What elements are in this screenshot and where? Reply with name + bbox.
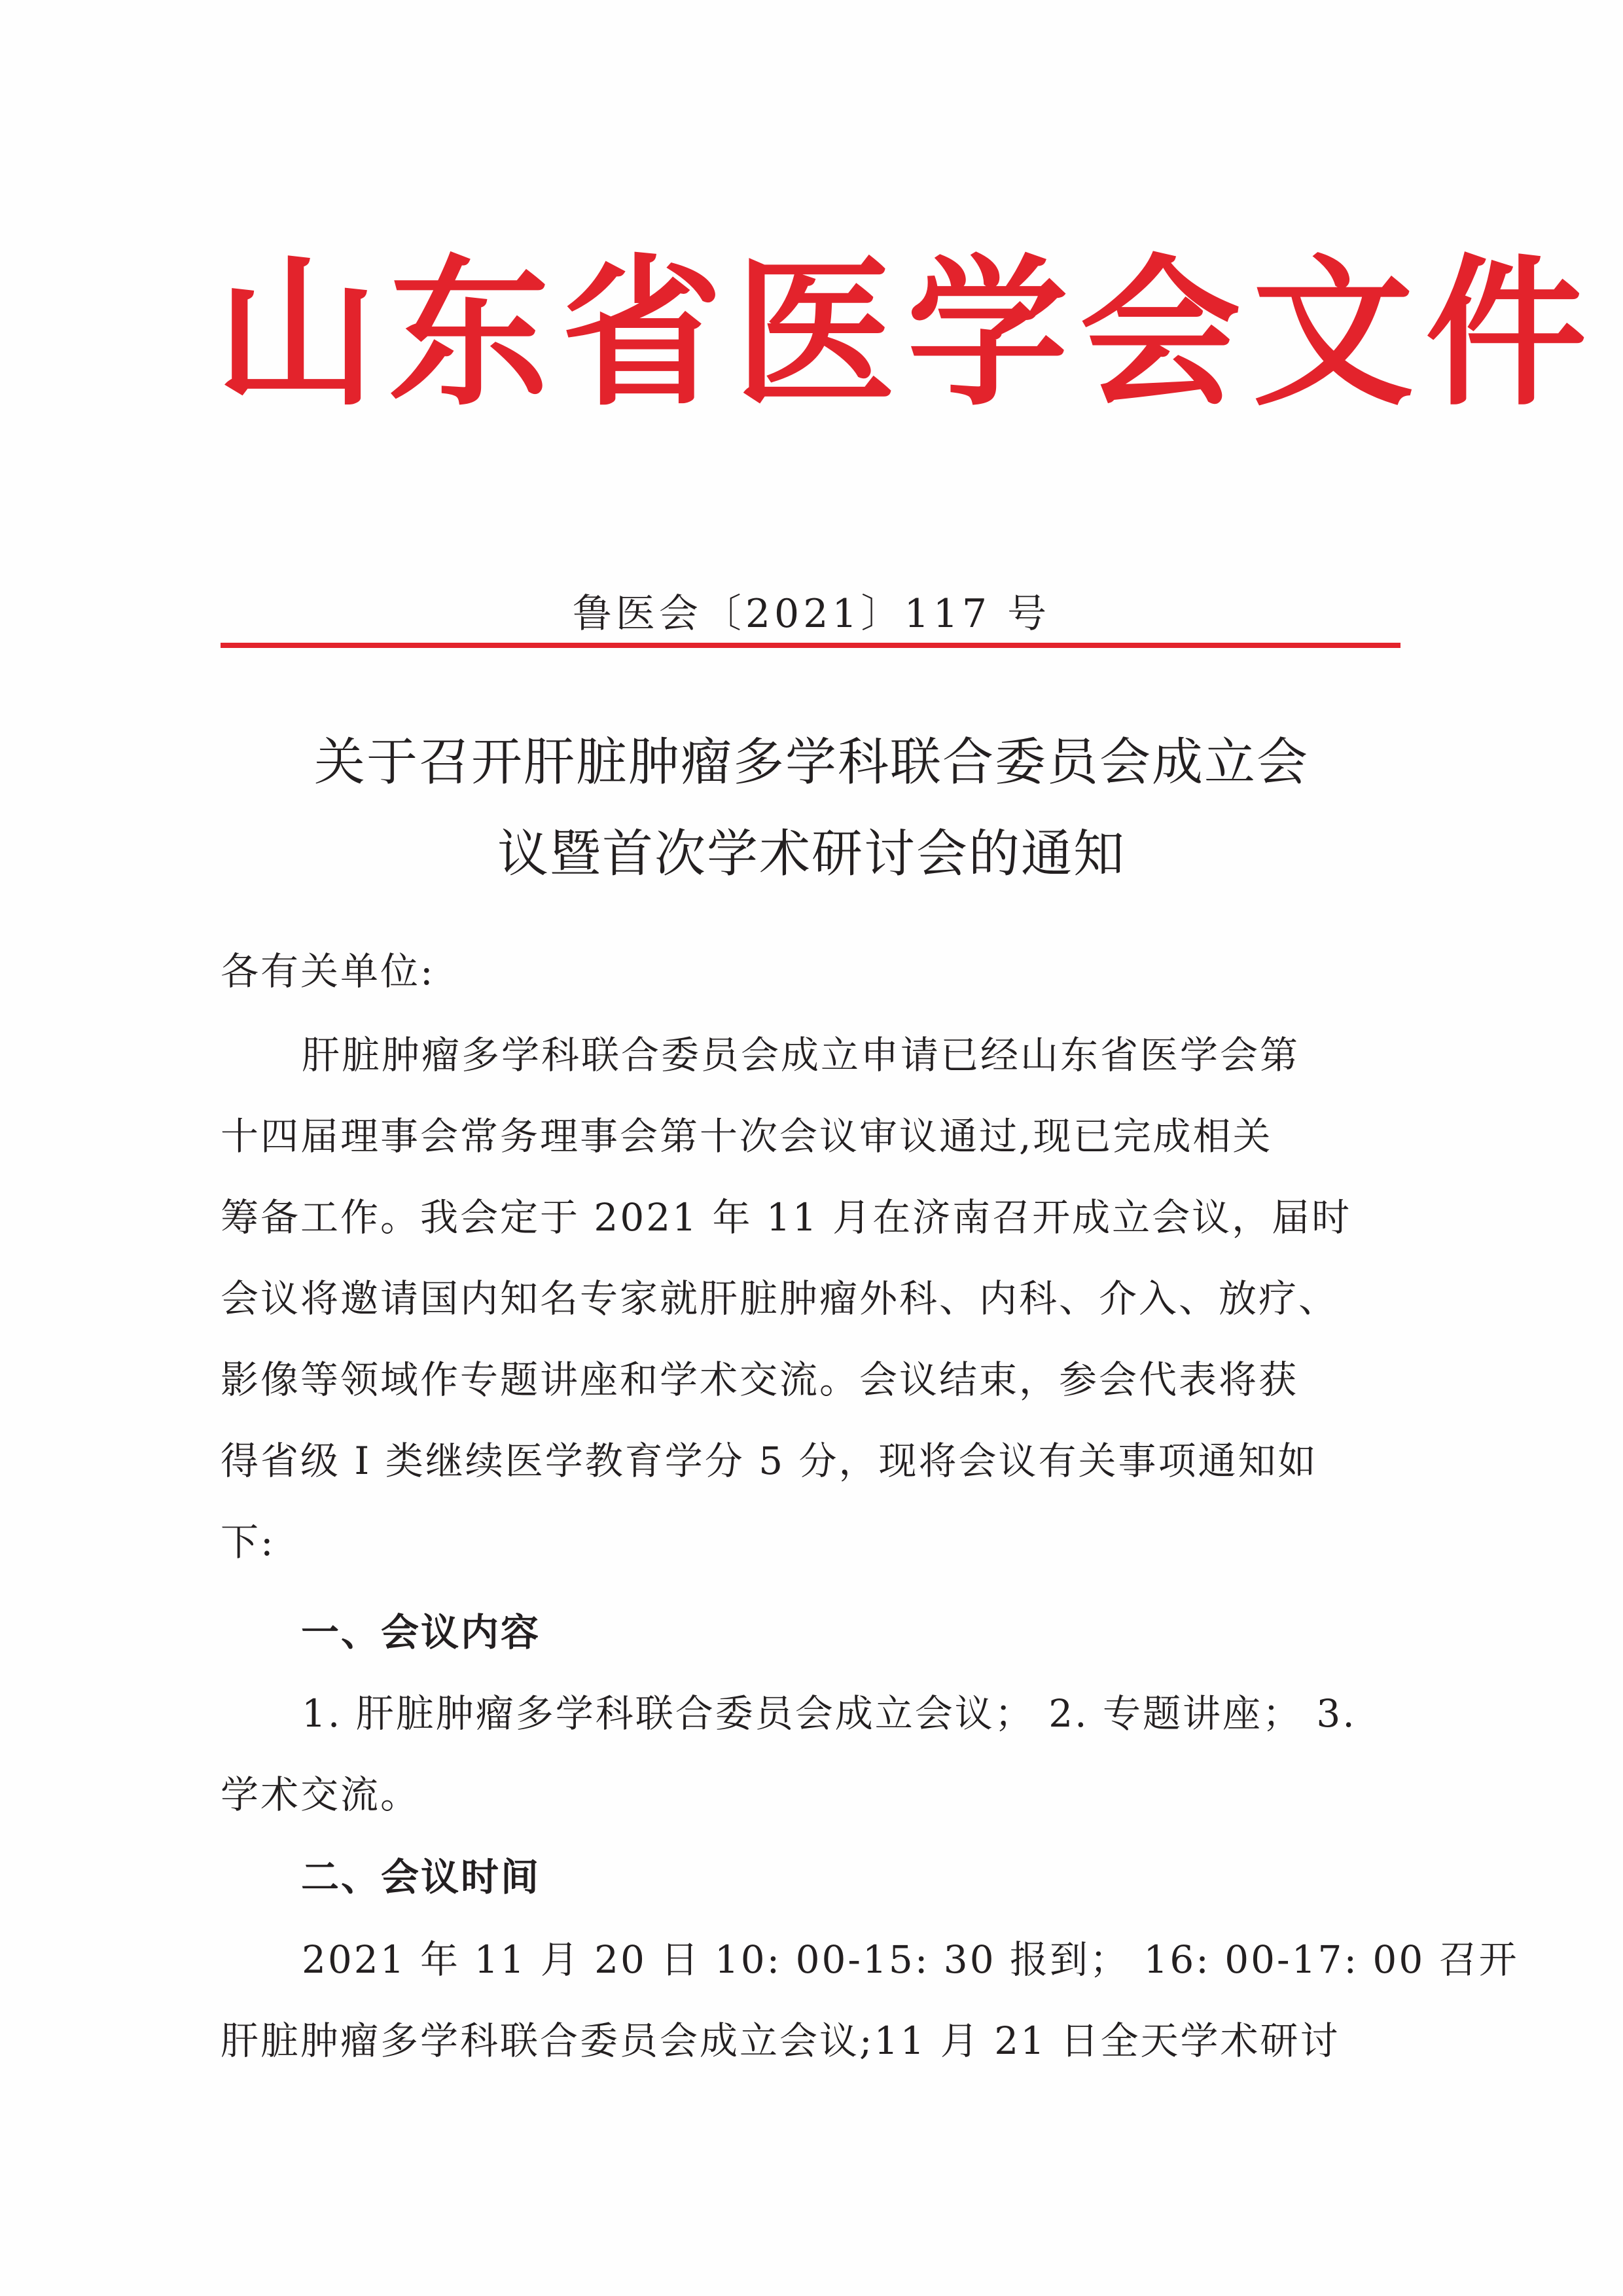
notice-title-line-1: 关于召开肝脏肿瘤多学科联合委员会成立会 <box>313 733 1309 792</box>
paragraph-line: 学术交流。 <box>221 1772 421 1817</box>
paragraph-intro <box>221 1014 1405 1583</box>
paragraph-line: 肝脏肿瘤多学科联合委员会成立申请已经山东省医学会第 <box>302 1033 1300 1077</box>
paragraph-line: 下: <box>221 1520 276 1564</box>
notice-title-line-2: 议暨首次学术研讨会的通知 <box>497 825 1126 884</box>
paragraph-line: 2021 年 11 月 20 日 10: 00-15: 30 报到； 16: 00-17: 00 召开 <box>302 1937 1519 1982</box>
paragraph-line: 十四届理事会常务理事会第十次会议审议通过,现已完成相关 <box>221 1114 1273 1158</box>
paragraph-line: 1. 肝脏肿瘤多学科联合委员会成立会议； 2. 专题讲座； 3. <box>302 1691 1357 1736</box>
paragraph-line: 影像等领域作专题讲座和学术交流。会议结束，参会代表将获 <box>221 1357 1299 1402</box>
section-heading-meeting-time: 二、会议时间 <box>301 1855 541 1899</box>
paragraph-meeting-content <box>221 1673 1405 1835</box>
paragraph-line: 得省级 I 类继续医学教育学分 5 分，现将会议有关事项通知如 <box>221 1439 1318 1483</box>
paragraph-meeting-time <box>221 1919 1519 2081</box>
document-header-title: 山东省医学会文件 <box>216 239 1599 428</box>
paragraph-line: 肝脏肿瘤多学科联合委员会成立会议;11 月 21 日全天学术研讨 <box>221 2018 1340 2063</box>
paragraph-line: 会议将邀请国内知名专家就肝脏肿瘤外科、内科、介入、放疗、 <box>221 1276 1339 1321</box>
document-number: 鲁医会〔2021〕117 号 <box>572 591 1051 637</box>
notice-title <box>216 717 1407 900</box>
salutation: 各有关单位: <box>221 949 435 994</box>
section-heading-meeting-content: 一、会议内容 <box>301 1610 541 1655</box>
red-divider-rule <box>221 643 1400 648</box>
paragraph-line: 筹备工作。我会定于 2021 年 11 月在济南召开成立会议，届时 <box>221 1195 1352 1240</box>
